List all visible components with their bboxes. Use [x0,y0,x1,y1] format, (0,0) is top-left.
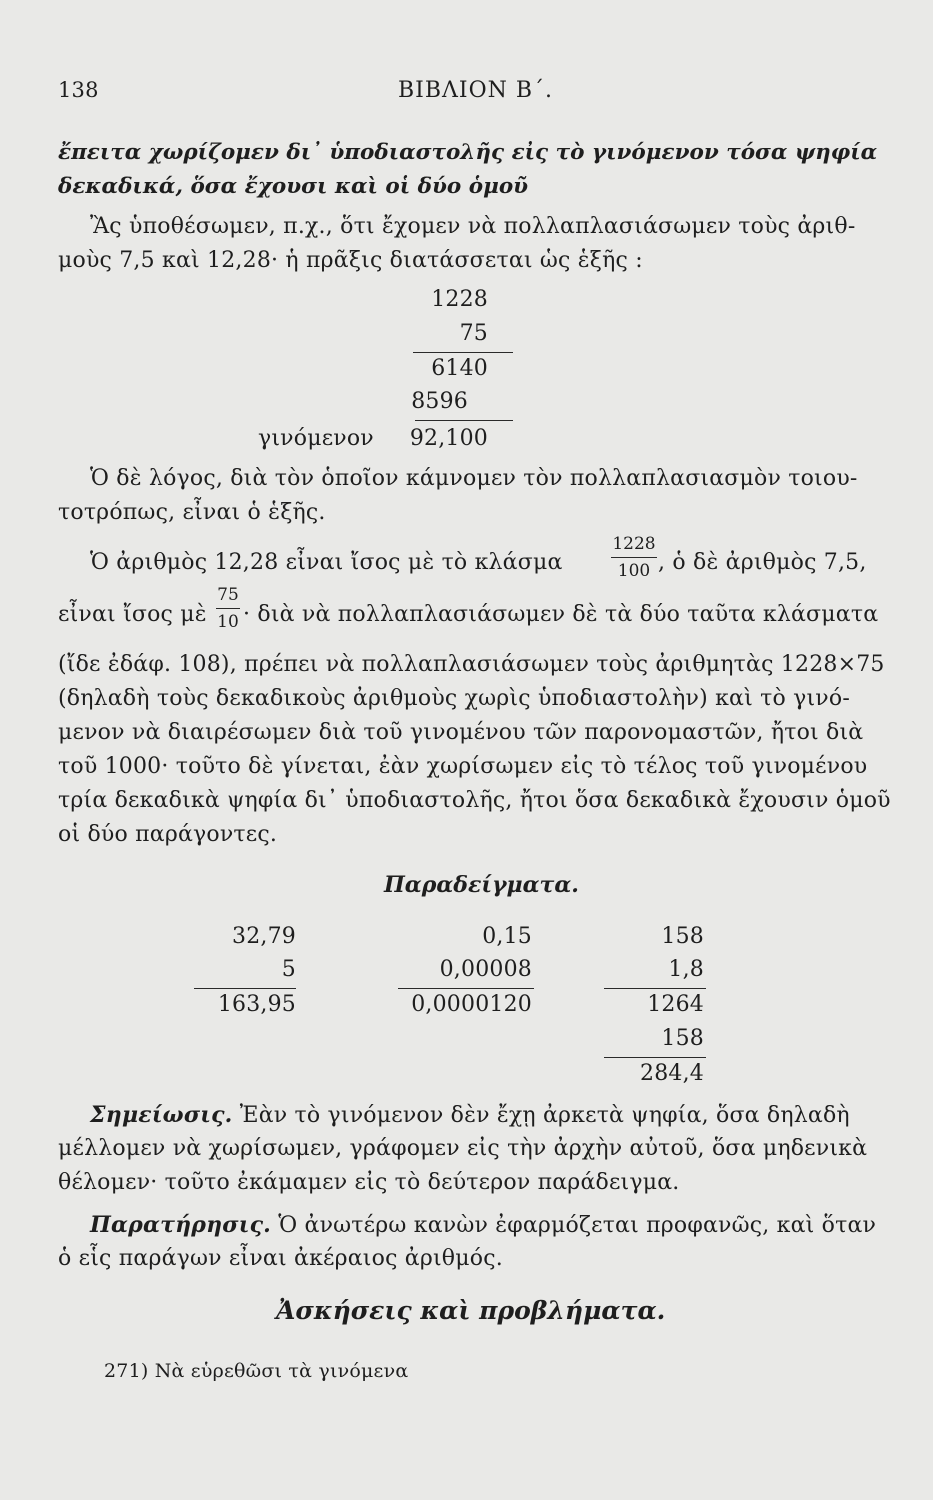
calc-row: 0,15 [482,924,532,949]
remark-line [90,1212,876,1238]
remark-text: Ὁ ἀνωτέρω κανὼν ἐφαρμόζεται προφανῶς, καὶ ὅταν [278,1213,877,1238]
fraction-numerator: 75 [217,585,239,605]
exercise-item: 271) Νὰ εὑρεθῶσι τὰ γινόμενα [104,1360,409,1382]
note-line [90,1102,850,1128]
body-line: τρία δεκαδικὰ ψηφία δι᾿ ὑποδιαστολῆς, ἤτοι ὅσα δεκαδικὰ ἔχουσιν ὁμοῦ [58,788,891,813]
fraction-bar [611,557,657,558]
exercises-heading: Ἀσκήσεις καὶ προβλήματα. [276,1296,666,1325]
body-line: εἶναι ἴσος μὲ [58,602,207,627]
body-line: τοῦ 1000· τοῦτο δὲ γίνεται, ἐὰν χωρίσωμεν εἰς τὸ τέλος τοῦ γινομένου [58,754,868,779]
calc-result: 163,95 [217,992,296,1017]
calc-row: 1264 [647,992,704,1017]
body-line: τοτρόπως, εἶναι ὁ ἑξῆς. [58,500,326,525]
body-line: μενον νὰ διαιρέσωμεν διὰ τοῦ γινομένου τῶν παρονομαστῶν, ἤτοι διὰ [58,720,864,745]
calc-rule [604,1057,706,1058]
calc-row: 1,8 [668,957,704,982]
fraction-denominator: 10 [217,612,239,632]
remark-line: ὁ εἷς παράγων εἶναι ἀκέραιος ἀριθμός. [58,1246,503,1271]
result-label: γινόμενον [258,426,374,451]
remark-label: Παρατήρησις. [90,1212,272,1238]
running-title: ΒΙΒΛΙΟΝ Β΄. [398,78,554,103]
note-line: μέλλομεν νὰ χωρίσωμεν, γράφομεν εἰς τὴν ἀρχὴν αὐτοῦ, ὅσα μηδενικὰ [58,1136,868,1161]
calc-rule [398,988,534,989]
calc-rule [415,420,513,421]
body-line: Ἂς ὑποθέσωμεν, π.χ., ὅτι ἔχομεν νὰ πολλαπλασιάσωμεν τοὺς ἀριθ- [90,214,856,239]
calc-result: 0,0000120 [411,992,532,1017]
body-line: Ὁ δὲ λόγος, διὰ τὸν ὁποῖον κάμνομεν τὸν πολλαπλασιασμὸν τοιου- [90,466,858,491]
calc-result: 284,4 [640,1061,704,1086]
body-line: , ὁ δὲ ἀριθμὸς 7,5, [658,550,867,575]
calc-rule [413,352,513,353]
fraction-bar [216,608,240,609]
calc-row: 158 [661,924,704,949]
calc-row: 0,00008 [439,957,532,982]
calc-row: 32,79 [232,924,296,949]
note-text: Ἐὰν τὸ γινόμενον δὲν ἔχῃ ἀρκετὰ ψηφία, ὅσα δηλαδὴ [239,1103,850,1128]
calc-row: 75 [459,321,488,346]
body-line: μοὺς 7,5 καὶ 12,28· ἡ πρᾶξις διατάσσεται ὡς ἑξῆς : [58,248,643,273]
section-heading: Παραδείγματα. [384,872,579,898]
rule-line: δεκαδικά, ὅσα ἔχουσι καὶ οἱ δύο ὁμοῦ [58,174,529,199]
body-line: (ἴδε ἐδάφ. 108), πρέπει νὰ πολλαπλασιάσωμεν τοὺς ἀριθμητὰς 1228×75 [58,652,885,677]
calc-result: 92,100 [409,426,488,451]
fraction-numerator: 1228 [612,534,656,554]
calc-row: 5 [281,957,296,982]
calc-row: 158 [661,1026,704,1051]
note-line: θέλομεν· τοῦτο ἐκάμαμεν εἰς τὸ δεύτερον παράδειγμα. [58,1170,680,1195]
body-line: (δηλαδὴ τοὺς δεκαδικοὺς ἀριθμοὺς χωρὶς ὑποδιαστολὴν) καὶ τὸ γινό- [58,686,850,711]
body-line: οἱ δύο παράγοντες. [58,822,278,847]
calc-row: 8596 [411,389,468,414]
fraction-denominator: 100 [617,561,651,581]
calc-row: 6140 [431,356,488,381]
rule-line: ἔπειτα χωρίζομεν δι᾿ ὑποδιαστολῆς εἰς τὸ γινόμενον τόσα ψηφία [58,140,878,165]
page-number: 138 [58,78,99,102]
calc-row: 1228 [431,287,488,312]
note-label: Σημείωσις. [90,1102,233,1128]
body-line: Ὁ ἀριθμὸς 12,28 εἶναι ἴσος μὲ τὸ κλάσμα [90,550,563,575]
calc-rule [194,988,296,989]
calc-rule [604,988,706,989]
body-line: · διὰ νὰ πολλαπλασιάσωμεν δὲ τὰ δύο ταῦτα κλάσματα [243,602,879,627]
